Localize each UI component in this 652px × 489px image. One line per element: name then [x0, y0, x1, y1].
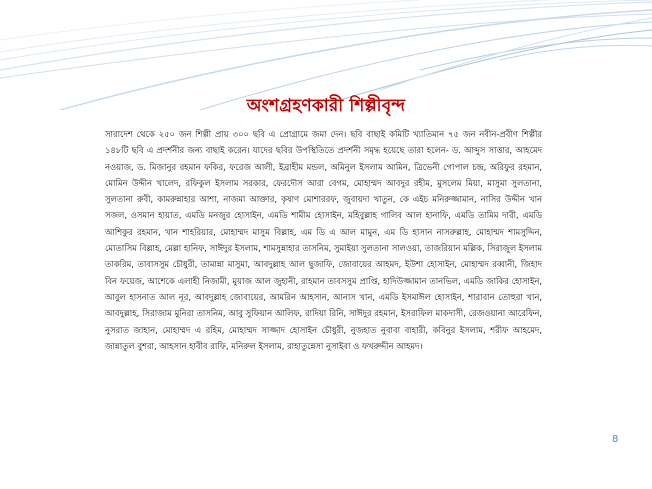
participants-paragraph: সারাদেশ থেকে ২৫০ জন শিল্পী প্রায় ৩০০ ছবি এ প্রোগ্রামে জমা দেন। ছবি বাছাই কমিটি খ্যাতিমান ৭৫ জন নবীন-প্রবীণ শিল্পীর ১৪৮টি ছবি এ প্রদর্শনীর জন্য বাছাই করেন। যাদের ছবির উপস্থিতিতে প্রদর্শনী সমৃদ্ধ হয়েছে তারা হলেন- ড. আব্দুস সাত্তার, আহমেদ নওয়াজ, ড. মিজানুর রহমান ফকির, ফরেজ আলী, ইব্রাহীম মন্ডল, অমিনুল ইসলাম আমিন, ত্রিভেনী গোপাল চন্দ্র, অরিফুর রহমান, মোমিন উদ্দীন খালেদ, রফিকুল ইসলাম সরকার, ফেরদৌস আরা বেগম, মোহাম্মদ আবদুর রহীম, মুসলেম মিয়া, মাসুমা সুলতানা, সুলতানা রুবী, কামরুন্নাহার আশা, নাজমা আক্তার, কৃষাণ মোশাররফ, জুবায়দা খাতুন, কে এইচ মনিরুজ্জামান, নাসির উদ্দীন খান সজল, ওসমান হায়াত, এমডি মনজুর হোসাইন, এমডি শামীম হোসাইন, মহিবুল্লাহ গালিব আল হানাফি, এমডি তামিম দারী, এমডি আশিকুর রহমান, খান শাহরিয়ার, মোহাম্মদ মাসুম বিল্লাহ, এম ডি এ আল মামুন, এম ডি হাসান নাসরুল্লাহ, মোহাম্মদ শামসুদ্দিন, মোতাসিম বিল্লাহ, মেল্লা হানিফ, সাঈদুর ইসলাম, শামসুন্নাহার তাসনিম, সুমাইয়া সুলতানা সালওয়া, তাজরিয়ান মল্লিক, সিরাজুল ইসলাম তাকরিম, তাবাসসুম চৌধুরী, তামান্না মাসুমা, আবদুল্লাহ আল ছুজাফি, জোবায়ের আহমদ, ইউশা হোসাইন, মোহাম্মদ রব্বানী, জিহাদ বিন ফয়েজ, আশেকে এলাহী নিজামী, মুয়াজ আল জুহানী, রাহমান তাবসসুম প্রাপ্তি, হাদিউজ্জামান তানভিল, এমডি জাকির হোসাইন, আবুল হাসনাত আল নূর, আবদুল্লাহ জোবায়ের, আমরিন আহসান, আনাস খান, এমডি ইসমাঈল হোসাইন, শারাবান তোহুরা খান, আবদুল্লাহ, সিরাজাম মুনিরা তাসনিম, আবু সুফিয়ান আলিফ, রাদিয়া রিনি, সাঈদুর রহমান, ইসরাফিল মাকদাসী, রেজওয়ানা আরেফিন, নুসরাত জাহান, মোহাম্মদ এ রহিম, মোহাম্মদ সাজ্জাদ হোসাইন চৌধুরী, নুজহাত নুবাবা বাহারী, কবিনুর ইসলাম, শরীফ আহমেদ, জান্নাতুল বুশরা, আহসান হাবীব রাফি, মনিরুল ইসলাম, রাহাতুন্নেসা নুসাইবা ও ফখরুদ্দীন আহমদ। — [105, 129, 542, 351]
page-number: 8 — [612, 434, 619, 445]
slide-title: অংশগ্রহণকারী শিল্পীবৃন্দ — [246, 96, 406, 116]
